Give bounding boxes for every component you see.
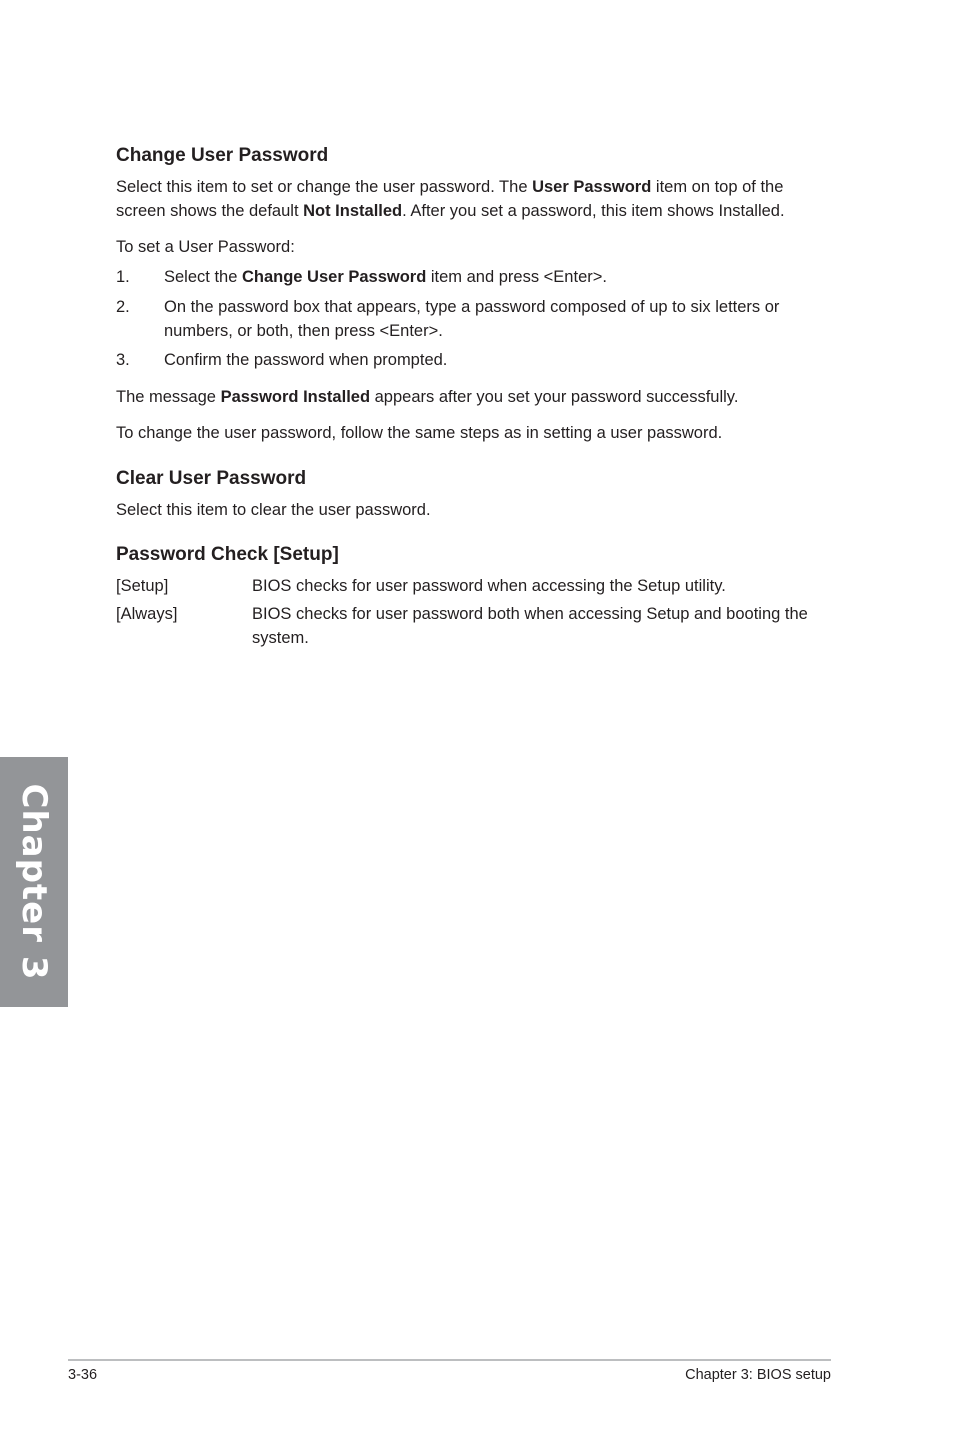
clear-user-password-heading: Clear User Password [116, 468, 307, 489]
option-always: [Always] BIOS checks for user password both when accessing Setup and booting the system. [116, 605, 808, 647]
option-setup: [Setup] BIOS checks for user password when accessing the Setup utility. [116, 577, 726, 595]
footer-divider [68, 1359, 831, 1361]
clear-user-password-description: Select this item to clear the user password. [116, 501, 431, 519]
password-installed-message: The message Password Installed appears after you set your password successfully. [116, 388, 739, 406]
set-password-intro: To set a User Password: [116, 238, 295, 256]
change-user-password-heading: Change User Password [116, 145, 329, 166]
step-1: 1. Select the Change User Password item and press <Enter>. [116, 268, 607, 286]
change-password-note: To change the user password, follow the same steps as in setting a user password. [116, 424, 723, 442]
footer-page-number: 3-36 [68, 1367, 98, 1383]
step-3: 3. Confirm the password when prompted. [116, 351, 448, 369]
chapter-side-tab-label: Chapter 3 [14, 783, 54, 981]
chapter-side-tab [0, 757, 68, 1007]
step-2: 2. On the password box that appears, type a password composed of up to six letters or numbers, or both, then press <Enter>. [116, 298, 780, 340]
change-user-password-description: Select this item to set or change the user password. The User Password item on top of the screen shows the default Not Installed. After you set a password, this item shows Installed. [116, 178, 785, 220]
password-check-heading: Password Check [Setup] [116, 544, 339, 565]
footer-chapter-title: Chapter 3: BIOS setup [685, 1367, 831, 1383]
